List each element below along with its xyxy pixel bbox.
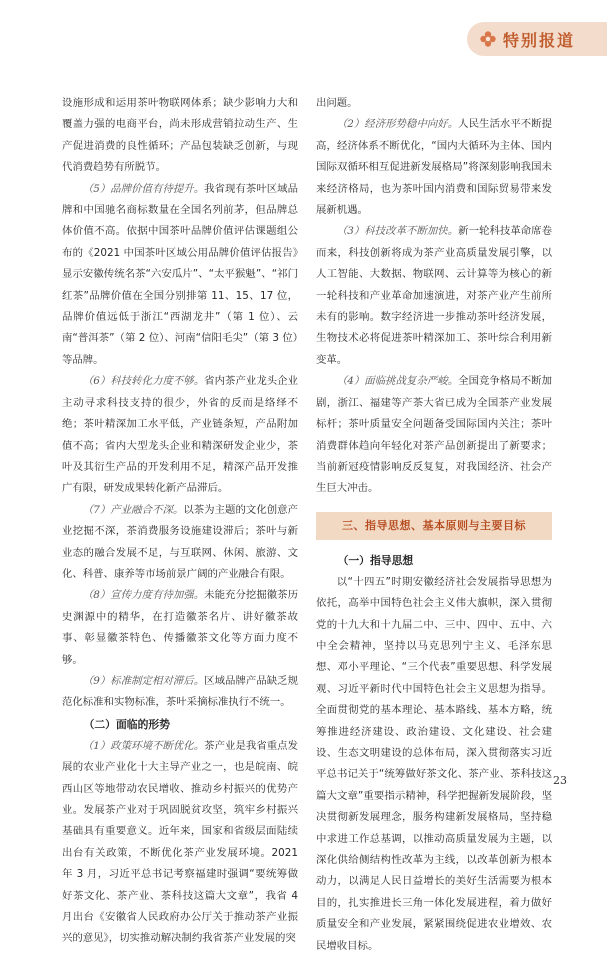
- paragraph: [316, 221, 552, 371]
- paragraph: [62, 585, 298, 671]
- item-label: （4）面临挑战复杂严峻。: [336, 375, 459, 388]
- flower-icon: [479, 30, 497, 48]
- section-header-badge: [467, 22, 607, 56]
- right-column: [316, 93, 552, 957]
- item-text: 新一轮科技革命席卷而来，科技创新将成为茶产业高质量发展引擎，以人工智能、大数据、物联网、云计算等为核心的新一轮科技和产业革命加速演进，对茶产业产生前所未有的影响。数字经济进一步推动茶叶经济发展，生物技术必将促进茶叶精深加工、茶叶综合利用新变革。: [316, 225, 552, 366]
- item-label: （5）品牌价值有待提升。: [82, 182, 205, 195]
- item-text: 未能充分挖掘徽茶历史渊源中的精华，在打造徽茶名片、讲好徽茶故事、彰显徽茶特色、传播徽茶文化等方面力度不够。: [62, 589, 298, 666]
- subheading: （一）指导思想: [337, 553, 414, 567]
- item-label: （8）宣传力度有待加强。: [82, 589, 205, 602]
- item-text: 人民生活水平不断提高，经济体系不断优化，“国内大循环为主体、国内国际双循环相互促进新发展格局”将深刻影响我国未来经济格局，也为茶叶国内消费和国际贸易带来发展新机遇。: [316, 118, 552, 217]
- paragraph: [316, 371, 552, 499]
- item-label: （9）标准制定相对滞后。: [82, 674, 205, 687]
- item-text: 以茶为主题的文化创意产业挖掘不深，茶消费服务设施建设滞后；茶叶与新业态的融合发展不足，与互联网、休闲、旅游、文化、科普、康养等市场前景广阔的产业融合有限。: [62, 503, 298, 580]
- paragraph: [62, 371, 298, 499]
- paragraph: [62, 736, 298, 950]
- section-title: 特别报道: [503, 30, 576, 50]
- paragraph: 出问题。: [316, 97, 358, 109]
- item-label: （2）经济形势稳中向好。: [336, 118, 459, 131]
- paragraph: 以“十四五”时期安徽经济社会发展指导思想为依托，高举中国特色社会主义伟大旗帜，深入贯彻党的十九大和十九届二中、三中、四中、五中、六中全会精神，坚持以马克思列宁主义、毛泽东思想、邓小平理论、“三个代表”重要思想、科学发展观、习近平新时代中国特色社会主义思想为指导。全面贯彻党的基本理论、基本路线、基本方略，统筹推进经济建设、政治建设、文化建设、社会建设、生态文明建设的总体布局，深入贯彻落实习近平总书记关于“统筹做好茶文化、茶产业、茶科技这篇大文章”重要指示精神，科学把握新发展阶段，坚决贯彻新发展理念，服务构建新发展格局，坚持稳中求进工作总基调，以推动高质量发展为主题，以深化供给侧结构性改革为主线，以改革创新为根本动力，以满足人民日益增长的美好生活需要为根本目的，扎实推进长三角一体化发展进程，着力做好质量安全和产业发展，紧紧围绕促进农业增效、农民增收目标。: [316, 575, 552, 952]
- item-text: 省内茶产业龙头企业主动寻求科技支持的很少，外省的反而是络绎不绝；茶叶精深加工水平低，产业链条短，产品附加值不高；省内大型龙头企业和精深研发企业少，茶叶及其衍生产品的开发利用不足，精深产品开发推广有限，研发成果转化新产品滞后。: [62, 375, 298, 495]
- item-label: （6）科技转化力度不够。: [82, 375, 205, 388]
- paragraph: [62, 179, 298, 372]
- item-label: （1）政策环境不断优化。: [82, 739, 205, 752]
- item-label: （3）科技改革不断加快。: [336, 225, 459, 238]
- item-text: 我省现有茶叶区域品牌和中国驰名商标数量在全国名列前茅，但品牌总体价值不高。依据中国茶叶品牌价值评估课题组公布的《2021 中国茶叶区域公用品牌价值评估报告》显示安徽传统名茶“六安瓜片”、“太平猴魁”、“祁门红茶”品牌价值在全国分别排第 11、15、17 位，品牌价值远低于浙江“西湖龙井”（第 1 位）、云南“普洱茶”（第 2 位）、河南“信阳毛尖”（第 3 位）等品牌。: [62, 182, 298, 366]
- page-number: 23: [553, 774, 567, 787]
- item-label: （7）产业融合不深。: [82, 503, 184, 516]
- section-banner: 三、指导思想、基本原则与主要目标: [316, 512, 552, 540]
- paragraph: 设施形成和运用茶叶物联网体系；缺少影响力大和覆盖力强的电商平台，尚未形成营销拉动生产、生产促进消费的良性循环；产品包装缺乏创新，与现代消费趋势有所脱节。: [62, 97, 298, 174]
- left-column: [62, 93, 298, 950]
- paragraph: [62, 500, 298, 586]
- item-text: 全国竞争格局不断加剧，浙江、福建等产茶大省已成为全国茶产业发展标杆；茶叶质量安全问题备受国际国内关注；茶叶消费群体趋向年轻化对茶产品创新提出了新要求；当前新冠疫情影响反反复复，对我国经济、社会产生巨大冲击。: [316, 375, 552, 495]
- item-text: 茶产业是我省重点发展的农业产业化十大主导产业之一，也是皖南、皖西山区等地带动农民增收、推动乡村振兴的优势产业。发展茶产业对于巩固脱贫攻坚，筑牢乡村振兴基础具有重要意义。近年来，国家和省级层面陆续出台有关政策，不断优化茶产业发展环境。2021 年 3 月，习近平总书记考察福建时强调“要统筹做好茶文化、茶产业、茶科技这篇大文章”，我省 4 月出台《安徽省人民政府办公厅关于推动茶产业振兴的意见》，切实推动解决制约我省茶产业发展的突: [62, 739, 298, 945]
- item-text: 区域品牌产品缺乏规范化标准和实物标准，茶叶采摘标准执行不统一。: [62, 674, 298, 709]
- subheading: （二）面临的形势: [83, 717, 170, 731]
- paragraph: [316, 114, 552, 221]
- paragraph: [62, 671, 298, 714]
